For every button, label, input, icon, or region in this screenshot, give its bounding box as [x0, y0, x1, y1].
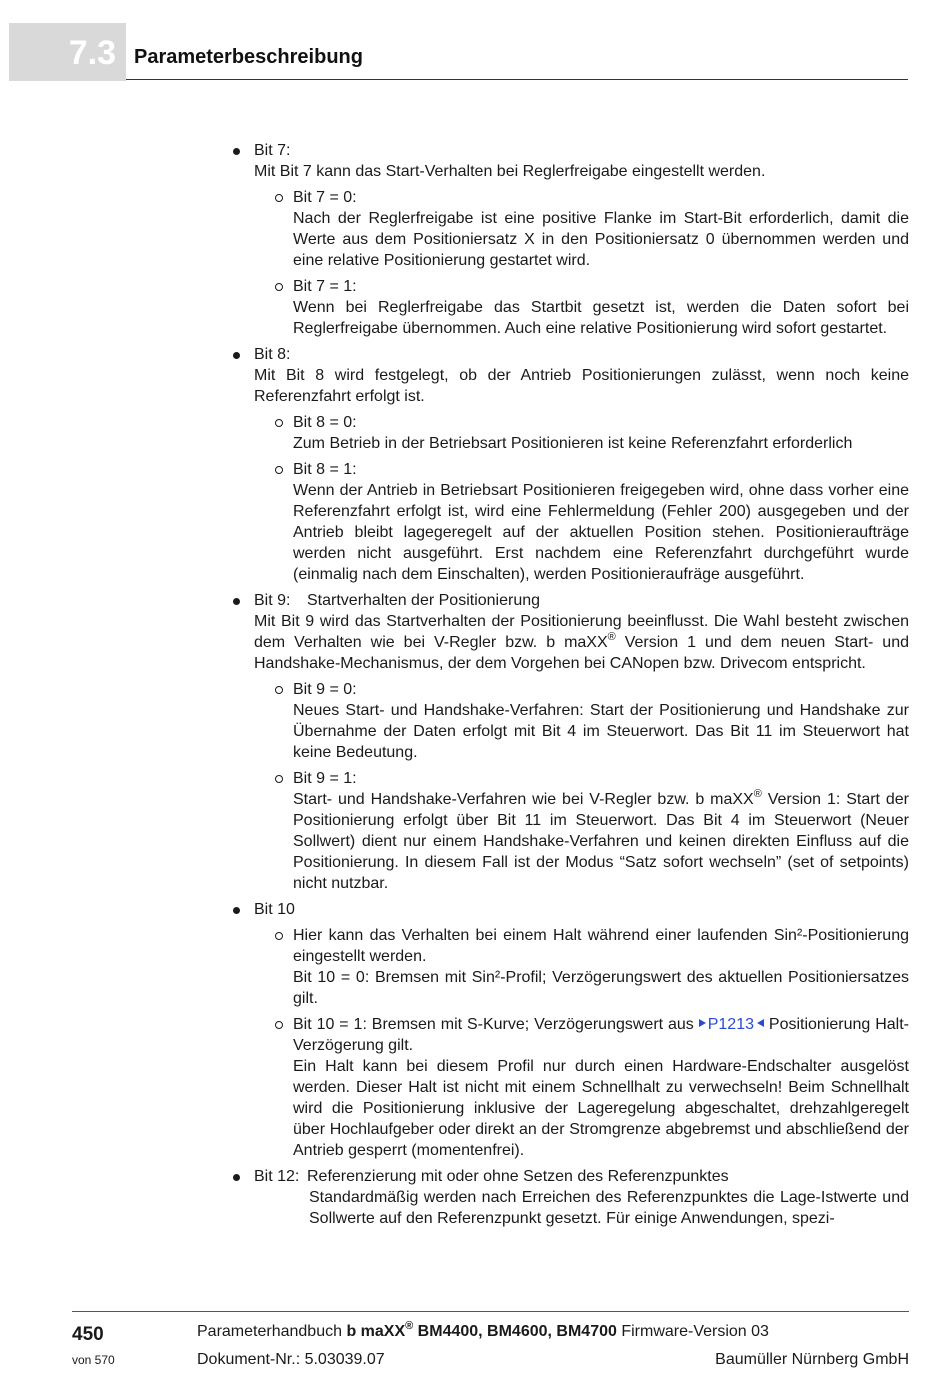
sub-bullet-text-2: Bit 10 = 0: Bremsen mit Sin²-Profil; Verzögerungswert des aktuellen Positioniersatzes gilt. — [293, 969, 909, 1007]
bullet-dot-icon — [233, 598, 240, 605]
sub-bullet-bit-9-0 — [254, 679, 909, 763]
header-rule — [126, 79, 908, 80]
sub-bullet-bit-10-halt — [254, 925, 909, 1009]
section-number: 7.3 — [68, 34, 116, 72]
bullet-title: Bit 8: — [254, 346, 291, 363]
bullet-bit-7 — [233, 140, 909, 339]
sub-bullet-ring-icon — [275, 775, 283, 783]
bullet-subtitle: Referenzierung mit oder ohne Setzen des Referenzpunktes — [307, 1168, 729, 1185]
document-title: Parameterhandbuch b maXX® BM4400, BM4600, BM4700 Firmware-Version 03 — [197, 1319, 769, 1340]
bullet-subtitle: Startverhalten der Positionierung — [307, 592, 541, 609]
registered-mark: ® — [607, 630, 616, 643]
sub-bullet-bit-8-1 — [254, 459, 909, 585]
sub-bullet-title: Bit 8 = 0: — [293, 414, 357, 431]
bullet-text: Mit Bit 8 wird festgelegt, ob der Antrieb Positionierungen zulässt, wenn noch keine Referenzfahrt erfolgt ist. — [254, 367, 909, 405]
bullet-text: Standardmäßig werden nach Erreichen des Referenzpunktes die Lage-Istwerte und Sollwerte auf den Referenzpunkt gesetzt. Für einige Anwendungen, spezi- — [309, 1189, 909, 1227]
bullet-bit-9 — [233, 590, 909, 894]
sub-bullet-ring-icon — [275, 283, 283, 291]
sub-bullet-title: Bit 7 = 0: — [293, 189, 357, 206]
section-number-box — [9, 23, 126, 81]
bullet-bit-8 — [233, 344, 909, 585]
bullet-dot-icon — [233, 907, 240, 914]
bullet-title: Bit 10 — [254, 901, 295, 918]
page-count: von 570 — [72, 1353, 115, 1367]
company-name: Baumüller Nürnberg GmbH — [715, 1351, 909, 1368]
sub-bullet-text: Start- und Handshake-Verfahren wie bei V-Regler bzw. b maXX — [293, 791, 754, 808]
bullet-bit-12 — [233, 1166, 909, 1229]
sub-bullet-ring-icon — [275, 419, 283, 427]
sub-bullet-title: Bit 8 = 1: — [293, 461, 357, 478]
bullet-text: Mit Bit 7 kann das Start-Verhalten bei Reglerfreigabe eingestellt werden. — [254, 163, 766, 180]
sub-bullet-text: Zum Betrieb in der Betriebsart Positionieren ist keine Referenzfahrt erforderlich — [293, 435, 853, 452]
sub-bullet-title: Bit 7 = 1: — [293, 278, 357, 295]
bullet-dot-icon — [233, 1174, 240, 1181]
bullet-title: Bit 7: — [254, 142, 291, 159]
sub-bullet-text: Bit 10 = 1: Bremsen mit S-Kurve; Verzögerungswert aus — [293, 1016, 699, 1033]
sub-bullet-text: Nach der Reglerfreigabe ist eine positive Flanke im Start-Bit erforderlich, damit die Werte aus dem Positioniersatz X in den Positioniersatz 0 übernommen werden und eine relative Positionierung gestartet wird. — [293, 210, 909, 269]
bullet-dot-icon — [233, 148, 240, 155]
registered-mark: ® — [753, 787, 762, 800]
bullet-title: Bit 12: — [254, 1168, 300, 1185]
sub-bullet-text-cont: Version 1: Start der Positionierung erfolgt über Bit 11 im Steuerwort. Das Bit 4 im Steuerwort (Neuer Sollwert) dient nur einem Handshake-Verfahren und keinen direkten Einfluss auf die Positionierung. In diesem Fall ist der Modus “Satz sofort wechseln” (set of setpoints) nicht nutzbar. — [293, 791, 910, 892]
sub-bullet-text: Hier kann das Verhalten bei einem Halt während einer laufenden Sin²-Positionierung eingestellt werden. — [293, 927, 909, 965]
sub-bullet-ring-icon — [275, 466, 283, 474]
bullet-title: Bit 9: — [254, 592, 291, 609]
section-title: Parameterbeschreibung — [134, 46, 363, 68]
page-number: 450 — [72, 1324, 104, 1345]
link-arrow-left-icon — [757, 1019, 764, 1027]
sub-bullet-text: Wenn der Antrieb in Betriebsart Positionieren freigegeben wird, ohne dass vorher eine Referenzfahrt erfolgt ist, wird eine Fehlermeldung (Fehler 200) ausgegeben und der Antrieb bleibt lagegeregelt auf der aktuellen Position stehen. Positionieraufträge werden nicht ausgeführt. Erst nachdem eine Referenzfahrt durchgeführt wurde (einmalig nach dem Einschalten), werden Positionieraufräge ausgeführt. — [293, 482, 909, 583]
sub-bullet-text-2: Ein Halt kann bei diesem Profil nur durch einen Hardware-Endschalter ausgelöst werden. Dieser Halt ist nicht mit einem Schnellhalt zu verwechseln! Beim Schnellhalt wird die Positionierung inklusive der Lageregelung abgeschaltet, drehzahlgeregelt über Hochlaufgeber oder direkt an der Stromgrenze abgebremst und abschließend der Antrieb gesperrt (momentenfrei). — [293, 1058, 909, 1159]
sub-bullet-bit-10-1 — [254, 1014, 909, 1161]
bullet-bit-10 — [233, 899, 909, 1161]
sub-bullet-ring-icon — [275, 686, 283, 694]
sub-bullet-bit-9-1 — [254, 768, 909, 894]
sub-bullet-text: Wenn bei Reglerfreigabe das Startbit gesetzt ist, werden die Daten sofort bei Reglerfreigabe übernommen. Auch eine relative Positionierung wird sofort gestartet. — [293, 299, 909, 337]
sub-bullet-title: Bit 9 = 1: — [293, 770, 357, 787]
sub-bullet-title: Bit 9 = 0: — [293, 681, 357, 698]
link-arrow-right-icon — [699, 1019, 706, 1027]
sub-bullet-text-cont: Positionierung Halt-Verzögerung gilt. — [293, 1016, 910, 1054]
sub-bullet-text: Neues Start- und Handshake-Verfahren: Start der Positionierung und Handshake zur Übernahme der Daten erfolgt mit Bit 4 im Steuerwort. Das Bit 11 im Steuerwort hat keine Bedeutung. — [293, 702, 909, 761]
sub-bullet-ring-icon — [275, 932, 283, 940]
document-number: Dokument-Nr.: 5.03039.07 — [197, 1351, 385, 1368]
bullet-text: Mit Bit 9 wird das Startverhalten der Positionierung beeinflusst. Die Wahl besteht zwischen dem Verhalten wie bei V-Regler bzw. b maXX — [254, 613, 909, 651]
footer-rule — [72, 1311, 909, 1312]
sub-bullet-bit-7-1 — [254, 276, 909, 339]
parameter-link-p1213[interactable]: P1213 — [699, 1016, 764, 1033]
content-body — [233, 140, 909, 1232]
bullet-dot-icon — [233, 352, 240, 359]
sub-bullet-ring-icon — [275, 1021, 283, 1029]
sub-bullet-bit-7-0 — [254, 187, 909, 271]
sub-bullet-ring-icon — [275, 194, 283, 202]
bullet-text-cont: Version 1 und dem neuen Start- und Handshake-Mechanismus, der dem Vorgehen bei CANopen bzw. Drivecom entspricht. — [254, 634, 909, 672]
sub-bullet-bit-8-0 — [254, 412, 909, 454]
